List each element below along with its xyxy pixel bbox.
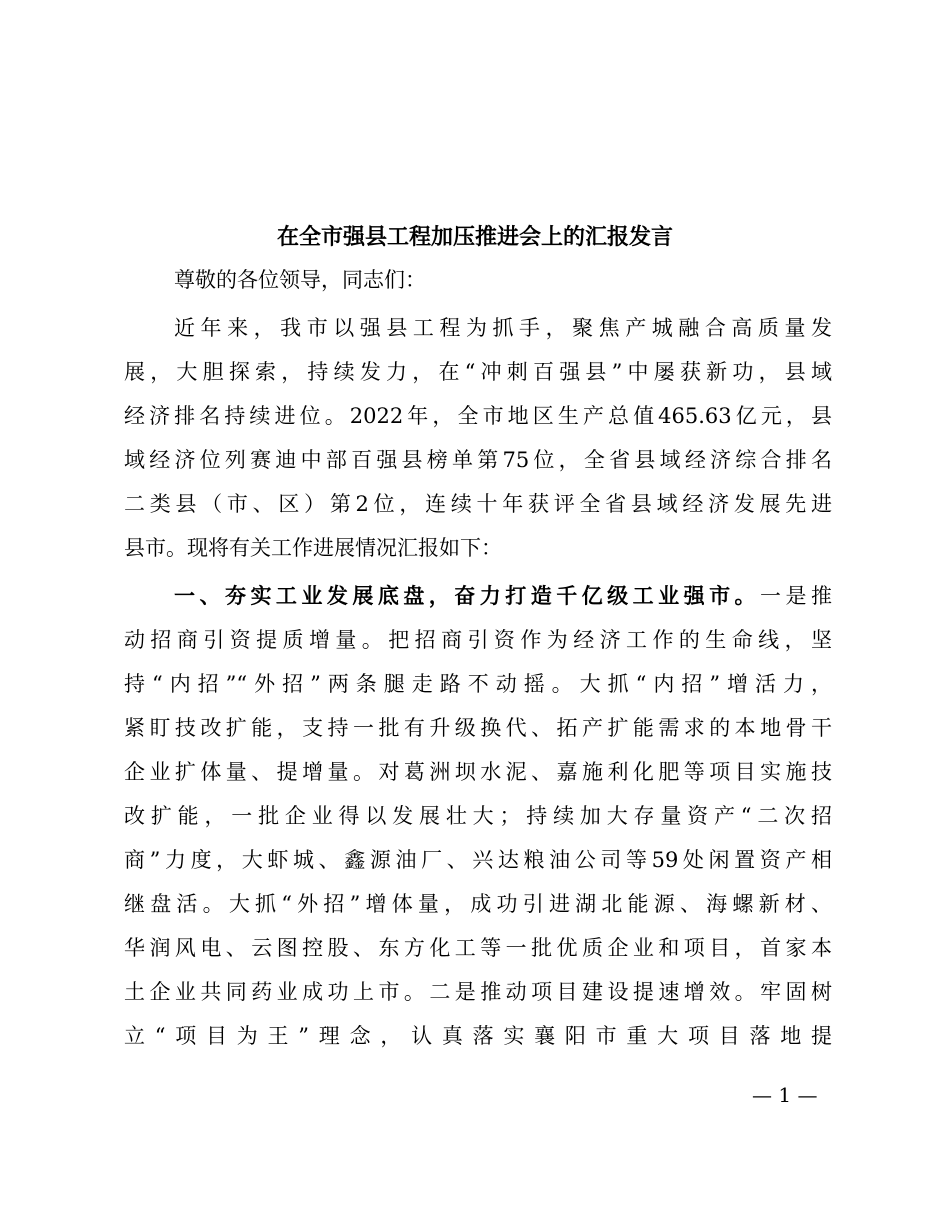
intro-line: 展，大胆探索，持续发力，在“冲刺百强县”中屡获新功，县域 <box>124 360 832 384</box>
section1-heading: 一、夯实工业发展底盘，奋力打造千亿级工业强市。 <box>174 584 761 608</box>
intro-line: 县市。现将有关工作进展情况汇报如下： <box>124 536 502 560</box>
body-line: 紧盯技改扩能，支持一批有升级换代、拓产扩能需求的本地骨干 <box>124 716 832 740</box>
section1-first-tail: 一是推 <box>760 584 832 608</box>
body-line: 商”力度，大虾城、鑫源油厂、兴达粮油公司等59处闲置资产相 <box>124 848 832 872</box>
intro-line: 经济排名持续进位。2022年，全市地区生产总值465.63亿元，县 <box>124 404 832 428</box>
greeting: 尊敬的各位领导，同志们： <box>174 268 426 292</box>
body-line: 企业扩体量、提增量。对葛洲坝水泥、嘉施利化肥等项目实施技 <box>124 760 832 784</box>
body-line: 改扩能，一批企业得以发展壮大；持续加大存量资产“二次招 <box>124 804 832 828</box>
body-line: 持“内招”“外招”两条腿走路不动摇。大抓“内招”增活力， <box>124 672 832 696</box>
intro-line: 域经济位列赛迪中部百强县榜单第75位，全省县域经济综合排名 <box>124 448 832 472</box>
body-line: 动招商引资提质增量。把招商引资作为经济工作的生命线，坚 <box>124 628 832 652</box>
body-line: 立“项目为王”理念，认真落实襄阳市重大项目落地提 <box>124 1024 832 1048</box>
body-line: 继盘活。大抓“外招”增体量，成功引进湖北能源、海螺新材、 <box>124 892 832 916</box>
document-title: 在全市强县工程加压推进会上的汇报发言 <box>276 224 673 250</box>
body-line: 土企业共同药业成功上市。二是推动项目建设提速增效。牢固树 <box>124 980 832 1004</box>
intro-line: 近年来，我市以强县工程为抓手，聚焦产城融合高质量发 <box>174 316 832 340</box>
page-number: — 1 — <box>752 1083 818 1107</box>
section1-first-line <box>174 574 832 618</box>
intro-line: 二类县（市、区）第2位，连续十年获评全省县域经济发展先进 <box>124 492 832 516</box>
body-line: 华润风电、云图控股、东方化工等一批优质企业和项目，首家本 <box>124 936 832 960</box>
